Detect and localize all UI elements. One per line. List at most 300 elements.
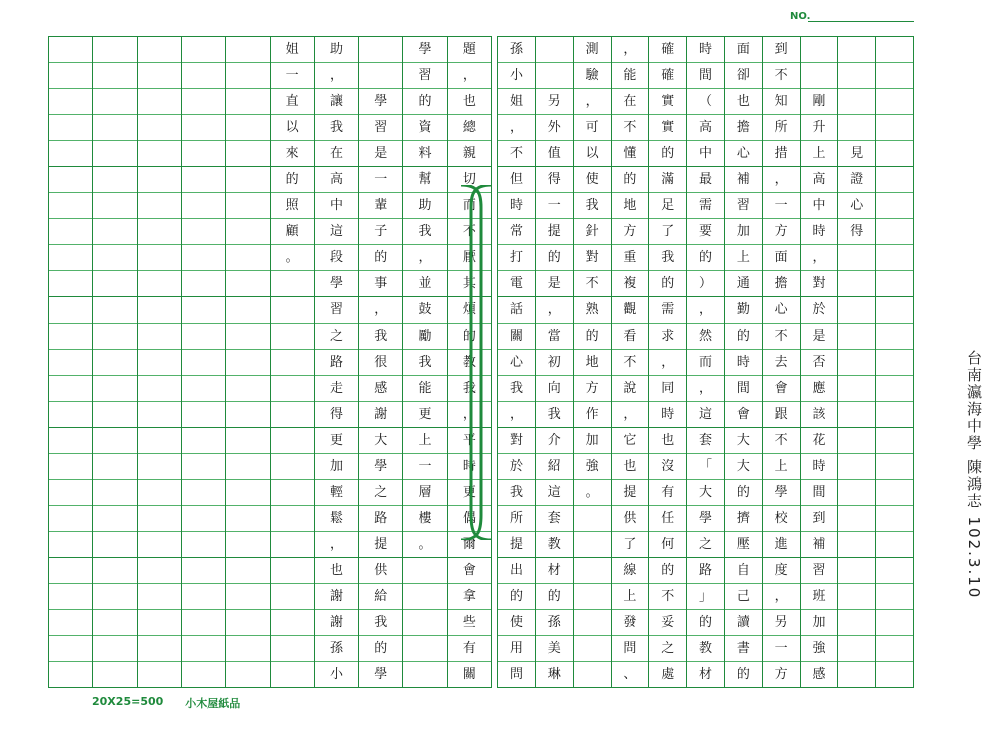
grid-cell: 上 bbox=[612, 584, 649, 610]
grid-cell: 高 bbox=[801, 167, 838, 193]
grid-cell: 不 bbox=[612, 350, 649, 376]
grid-cell: 有 bbox=[448, 636, 491, 662]
right-page-column-5 bbox=[724, 37, 762, 687]
grid-cell: 加 bbox=[725, 219, 762, 245]
grid-cell bbox=[49, 584, 92, 610]
grid-cell: 線 bbox=[612, 558, 649, 584]
grid-cell: 時 bbox=[801, 219, 838, 245]
left-page-column-5 bbox=[270, 37, 314, 687]
grid-cell: 沒 bbox=[649, 454, 686, 480]
grid-cell: ， bbox=[687, 297, 724, 323]
grid-cell bbox=[876, 37, 913, 63]
grid-cell: 要 bbox=[687, 219, 724, 245]
grid-cell bbox=[801, 63, 838, 89]
grid-cell bbox=[226, 376, 269, 402]
grid-cell: 不 bbox=[763, 63, 800, 89]
grid-cell: 重 bbox=[612, 245, 649, 271]
grid-cell: 感 bbox=[359, 376, 402, 402]
grid-cell: 打 bbox=[498, 245, 535, 271]
grid-cell bbox=[49, 219, 92, 245]
grid-cell bbox=[93, 636, 136, 662]
grid-cell: 不 bbox=[649, 584, 686, 610]
grid-cell: 去 bbox=[763, 350, 800, 376]
grid-cell bbox=[182, 636, 225, 662]
grid-cell: 間 bbox=[687, 63, 724, 89]
grid-cell: 厭 bbox=[448, 245, 491, 271]
grid-cell: 對 bbox=[801, 271, 838, 297]
grid-cell: 處 bbox=[661, 667, 675, 683]
grid-cell: 值 bbox=[536, 141, 573, 167]
left-page-column-2 bbox=[402, 37, 446, 687]
grid-cell: 會 bbox=[448, 558, 491, 584]
grid-cell: ， bbox=[536, 297, 573, 323]
grid-cell: 班 bbox=[801, 584, 838, 610]
grid-cell: 當 bbox=[536, 324, 573, 350]
grid-cell: 不 bbox=[612, 115, 649, 141]
grid-cell: 強 bbox=[574, 454, 611, 480]
grid-cell: 有 bbox=[649, 480, 686, 506]
grid-cell: 學 bbox=[687, 506, 724, 532]
grid-cell: 些 bbox=[448, 610, 491, 636]
grid-cell bbox=[876, 610, 913, 636]
grid-cell bbox=[403, 662, 446, 687]
grid-cell: 關 bbox=[498, 324, 535, 350]
grid-cell: 卻 bbox=[725, 63, 762, 89]
grid-cell bbox=[226, 37, 269, 63]
grid-cell bbox=[93, 193, 136, 219]
grid-cell: ， bbox=[687, 376, 724, 402]
grid-cell bbox=[93, 115, 136, 141]
grid-cell: 也 bbox=[315, 558, 358, 584]
grid-cell bbox=[182, 402, 225, 428]
grid-cell: 高 bbox=[687, 115, 724, 141]
page-number-label: NO. bbox=[790, 11, 811, 22]
grid-cell: 在 bbox=[612, 89, 649, 115]
grid-cell: 讓 bbox=[315, 89, 358, 115]
grid-cell bbox=[226, 480, 269, 506]
grid-cell: 紹 bbox=[536, 454, 573, 480]
grid-cell: 學 bbox=[763, 480, 800, 506]
right-page-column-8 bbox=[611, 37, 649, 687]
grid-cell bbox=[49, 454, 92, 480]
grid-cell: 另 bbox=[536, 89, 573, 115]
grid-cell: 熟 bbox=[574, 297, 611, 323]
grid-cell bbox=[93, 37, 136, 63]
grid-cell bbox=[271, 662, 314, 687]
grid-cell bbox=[876, 350, 913, 376]
grid-cell: 的 bbox=[536, 584, 573, 610]
grid-cell bbox=[876, 219, 913, 245]
grid-cell: 而 bbox=[448, 193, 491, 219]
grid-cell: 任 bbox=[649, 506, 686, 532]
grid-cell: 何 bbox=[649, 532, 686, 558]
grid-cell bbox=[876, 662, 913, 687]
grid-cell bbox=[49, 141, 92, 167]
grid-cell bbox=[271, 324, 314, 350]
grid-cell: 供 bbox=[612, 506, 649, 532]
grid-cell: 另 bbox=[763, 610, 800, 636]
grid-cell: ， bbox=[498, 402, 535, 428]
grid-cell: 擔 bbox=[725, 115, 762, 141]
grid-cell: 得 bbox=[315, 402, 358, 428]
grid-cell bbox=[271, 454, 314, 480]
right-page-column-9 bbox=[573, 37, 611, 687]
grid-cell: 向 bbox=[536, 376, 573, 402]
grid-cell bbox=[138, 115, 181, 141]
grid-cell: 懂 bbox=[612, 141, 649, 167]
right-page-column-10 bbox=[535, 37, 573, 687]
grid-cell bbox=[226, 584, 269, 610]
grid-cell: 升 bbox=[801, 115, 838, 141]
grid-cell bbox=[182, 89, 225, 115]
grid-cell bbox=[876, 297, 913, 323]
grid-cell bbox=[271, 350, 314, 376]
grid-cell: 使 bbox=[574, 167, 611, 193]
grid-cell bbox=[138, 376, 181, 402]
grid-cell: 一 bbox=[763, 193, 800, 219]
grid-cell: 心 bbox=[498, 350, 535, 376]
grid-cell bbox=[226, 271, 269, 297]
grid-cell: 鬆 bbox=[315, 506, 358, 532]
grid-cell bbox=[876, 271, 913, 297]
left-page-column-7 bbox=[181, 37, 225, 687]
grid-spec: 20X25=500 bbox=[92, 695, 164, 708]
grid-cell bbox=[138, 89, 181, 115]
grid-cell bbox=[138, 141, 181, 167]
grid-cell bbox=[138, 584, 181, 610]
grid-cell bbox=[93, 584, 136, 610]
grid-cell bbox=[93, 662, 136, 687]
grid-cell bbox=[271, 428, 314, 454]
grid-cell bbox=[49, 193, 92, 219]
grid-cell: 時 bbox=[498, 193, 535, 219]
grid-cell: 這 bbox=[687, 402, 724, 428]
grid-cell bbox=[876, 532, 913, 558]
grid-cell: 路 bbox=[359, 506, 402, 532]
grid-cell bbox=[403, 584, 446, 610]
grid-cell: 助 bbox=[403, 193, 446, 219]
grid-cell bbox=[138, 193, 181, 219]
grid-cell bbox=[838, 558, 875, 584]
grid-cell: 其 bbox=[448, 271, 491, 297]
grid-cell bbox=[138, 662, 181, 687]
grid-cell bbox=[838, 324, 875, 350]
grid-cell: ， bbox=[763, 584, 800, 610]
grid-cell: 說 bbox=[612, 376, 649, 402]
grid-cell: 對 bbox=[574, 245, 611, 271]
grid-cell: 也 bbox=[649, 428, 686, 454]
grid-cell: 習 bbox=[725, 193, 762, 219]
grid-cell: 上 bbox=[801, 141, 838, 167]
grid-cell bbox=[838, 245, 875, 271]
grid-cell bbox=[138, 402, 181, 428]
grid-cell bbox=[49, 324, 92, 350]
grid-cell: 樓 bbox=[403, 506, 446, 532]
grid-cell: 套 bbox=[687, 428, 724, 454]
grid-cell: 走 bbox=[315, 376, 358, 402]
grid-cell: 花 bbox=[801, 428, 838, 454]
grid-cell: 外 bbox=[536, 115, 573, 141]
grid-cell: 度 bbox=[763, 558, 800, 584]
author-signature: 台南瀛海中學 陳鴻志 102.3.10 bbox=[965, 350, 983, 600]
grid-cell: 初 bbox=[536, 350, 573, 376]
grid-cell: 助 bbox=[315, 37, 358, 63]
grid-cell: 能 bbox=[612, 63, 649, 89]
grid-cell bbox=[138, 532, 181, 558]
grid-cell: 學 bbox=[359, 89, 402, 115]
grid-cell: 之 bbox=[359, 480, 402, 506]
grid-cell: 更 bbox=[315, 428, 358, 454]
grid-cell bbox=[876, 63, 913, 89]
grid-cell: 介 bbox=[536, 428, 573, 454]
grid-cell: 的 bbox=[736, 667, 750, 683]
grid-cell: ， bbox=[574, 89, 611, 115]
grid-cell: 足 bbox=[649, 193, 686, 219]
grid-cell: 常 bbox=[498, 219, 535, 245]
fold-marker bbox=[459, 185, 493, 540]
grid-cell bbox=[182, 428, 225, 454]
grid-cell: 套 bbox=[536, 506, 573, 532]
grid-cell: 應 bbox=[801, 376, 838, 402]
grid-cell: 學 bbox=[403, 37, 446, 63]
grid-cell bbox=[182, 245, 225, 271]
grid-cell: 親 bbox=[448, 141, 491, 167]
grid-cell bbox=[182, 167, 225, 193]
grid-cell bbox=[574, 558, 611, 584]
grid-cell: 時 bbox=[448, 454, 491, 480]
grid-cell bbox=[226, 402, 269, 428]
grid-cell: 料 bbox=[403, 141, 446, 167]
left-page-column-8 bbox=[137, 37, 181, 687]
grid-cell bbox=[49, 506, 92, 532]
grid-cell: 我 bbox=[315, 115, 358, 141]
grid-cell bbox=[93, 428, 136, 454]
grid-cell: 題 bbox=[448, 37, 491, 63]
grid-cell bbox=[138, 167, 181, 193]
grid-cell: 謝 bbox=[315, 584, 358, 610]
grid-cell: 的 bbox=[687, 610, 724, 636]
grid-cell: 出 bbox=[498, 558, 535, 584]
grid-cell: 不 bbox=[574, 271, 611, 297]
grid-cell bbox=[93, 454, 136, 480]
grid-cell: 可 bbox=[574, 115, 611, 141]
grid-cell bbox=[49, 350, 92, 376]
left-page-column-6 bbox=[225, 37, 269, 687]
grid-cell: 上 bbox=[725, 245, 762, 271]
grid-cell bbox=[49, 89, 92, 115]
grid-cell: 使 bbox=[498, 610, 535, 636]
grid-cell bbox=[49, 245, 92, 271]
grid-cell bbox=[838, 89, 875, 115]
grid-cell bbox=[93, 219, 136, 245]
grid-cell: 到 bbox=[763, 37, 800, 63]
grid-cell: 我 bbox=[448, 376, 491, 402]
grid-cell bbox=[93, 350, 136, 376]
grid-cell: 觀 bbox=[612, 297, 649, 323]
grid-cell bbox=[876, 428, 913, 454]
grid-cell bbox=[838, 480, 875, 506]
grid-cell: 大 bbox=[725, 428, 762, 454]
grid-cell bbox=[271, 402, 314, 428]
grid-cell bbox=[226, 141, 269, 167]
grid-cell: 孫 bbox=[498, 37, 535, 63]
grid-cell bbox=[49, 115, 92, 141]
grid-cell: 關 bbox=[462, 667, 476, 683]
grid-cell bbox=[876, 454, 913, 480]
grid-cell bbox=[182, 324, 225, 350]
left-page-column-10 bbox=[49, 37, 92, 687]
grid-cell: 的 bbox=[271, 167, 314, 193]
grid-cell bbox=[838, 532, 875, 558]
grid-cell: 針 bbox=[574, 219, 611, 245]
grid-cell bbox=[359, 63, 402, 89]
grid-cell: 中 bbox=[687, 141, 724, 167]
grid-cell: ， bbox=[359, 297, 402, 323]
grid-cell: 進 bbox=[763, 532, 800, 558]
grid-cell: 資 bbox=[403, 115, 446, 141]
grid-cell: ， bbox=[448, 402, 491, 428]
grid-cell bbox=[536, 63, 573, 89]
grid-cell bbox=[271, 376, 314, 402]
grid-cell bbox=[182, 350, 225, 376]
grid-cell: 加 bbox=[801, 610, 838, 636]
grid-cell: 實 bbox=[649, 89, 686, 115]
grid-cell: 習 bbox=[801, 558, 838, 584]
grid-cell bbox=[536, 37, 573, 63]
grid-cell bbox=[49, 480, 92, 506]
grid-cell: 心 bbox=[725, 141, 762, 167]
grid-cell: 顧 bbox=[271, 219, 314, 245]
grid-cell: 滿 bbox=[649, 167, 686, 193]
grid-cell: 時 bbox=[725, 350, 762, 376]
grid-cell: 確 bbox=[649, 37, 686, 63]
grid-cell bbox=[138, 37, 181, 63]
grid-cell: 方 bbox=[763, 219, 800, 245]
grid-cell: 供 bbox=[359, 558, 402, 584]
grid-cell: 。 bbox=[403, 532, 446, 558]
page-number-line bbox=[808, 21, 914, 22]
grid-cell bbox=[876, 324, 913, 350]
grid-cell: 習 bbox=[403, 63, 446, 89]
grid-cell: 材 bbox=[536, 558, 573, 584]
grid-cell bbox=[182, 115, 225, 141]
grid-cell bbox=[226, 636, 269, 662]
grid-cell bbox=[182, 480, 225, 506]
grid-cell bbox=[49, 376, 92, 402]
grid-cell: 一 bbox=[536, 193, 573, 219]
grid-cell: 一 bbox=[271, 63, 314, 89]
grid-cell: ， bbox=[403, 245, 446, 271]
grid-cell: 到 bbox=[801, 506, 838, 532]
left-page-column-9 bbox=[92, 37, 136, 687]
grid-cell bbox=[93, 324, 136, 350]
grid-cell: 妥 bbox=[649, 610, 686, 636]
grid-cell: 直 bbox=[271, 89, 314, 115]
grid-cell: 看 bbox=[612, 324, 649, 350]
grid-cell: 話 bbox=[498, 297, 535, 323]
grid-cell bbox=[838, 636, 875, 662]
grid-cell bbox=[838, 428, 875, 454]
grid-cell: 知 bbox=[763, 89, 800, 115]
grid-cell: 中 bbox=[315, 193, 358, 219]
grid-cell: 強 bbox=[801, 636, 838, 662]
grid-cell: 提 bbox=[498, 532, 535, 558]
grid-cell: 輩 bbox=[359, 193, 402, 219]
grid-cell: 孫 bbox=[315, 636, 358, 662]
grid-cell: 路 bbox=[315, 350, 358, 376]
grid-cell bbox=[182, 271, 225, 297]
grid-cell bbox=[838, 115, 875, 141]
grid-cell bbox=[876, 167, 913, 193]
grid-cell: 提 bbox=[359, 532, 402, 558]
grid-cell bbox=[876, 89, 913, 115]
grid-cell: 的 bbox=[403, 89, 446, 115]
grid-cell: 小 bbox=[498, 63, 535, 89]
grid-cell: 見 bbox=[838, 141, 875, 167]
grid-cell bbox=[226, 219, 269, 245]
grid-cell: 我 bbox=[574, 193, 611, 219]
grid-cell bbox=[876, 480, 913, 506]
grid-cell bbox=[876, 506, 913, 532]
grid-cell: 之 bbox=[687, 532, 724, 558]
grid-cell: 習 bbox=[359, 115, 402, 141]
grid-cell bbox=[574, 506, 611, 532]
grid-cell: 是 bbox=[359, 141, 402, 167]
grid-cell bbox=[876, 636, 913, 662]
grid-cell: 子 bbox=[359, 219, 402, 245]
left-page-column-4 bbox=[314, 37, 358, 687]
grid-cell: 對 bbox=[498, 428, 535, 454]
grid-cell: 同 bbox=[649, 376, 686, 402]
grid-cell: 方 bbox=[574, 376, 611, 402]
grid-cell bbox=[838, 271, 875, 297]
grid-cell: 一 bbox=[763, 636, 800, 662]
grid-cell bbox=[93, 532, 136, 558]
grid-cell: 大 bbox=[359, 428, 402, 454]
grid-cell bbox=[182, 532, 225, 558]
grid-cell: 補 bbox=[725, 167, 762, 193]
grid-cell bbox=[138, 219, 181, 245]
grid-cell: 書 bbox=[725, 636, 762, 662]
grid-cell bbox=[182, 584, 225, 610]
grid-cell: 最 bbox=[687, 167, 724, 193]
grid-cell: 該 bbox=[801, 402, 838, 428]
grid-cell: 我 bbox=[403, 219, 446, 245]
grid-cell bbox=[182, 558, 225, 584]
grid-cell: 證 bbox=[838, 167, 875, 193]
grid-cell: 不 bbox=[498, 141, 535, 167]
grid-cell: 更 bbox=[403, 402, 446, 428]
grid-cell bbox=[93, 89, 136, 115]
grid-cell: 勵 bbox=[403, 324, 446, 350]
grid-cell: 路 bbox=[687, 558, 724, 584]
grid-cell: 這 bbox=[536, 480, 573, 506]
grid-cell: 教 bbox=[448, 350, 491, 376]
grid-cell bbox=[574, 584, 611, 610]
right-page-column-6 bbox=[686, 37, 724, 687]
grid-cell: 的 bbox=[536, 245, 573, 271]
grid-cell: 加 bbox=[315, 454, 358, 480]
grid-cell: 不 bbox=[763, 324, 800, 350]
grid-cell bbox=[138, 610, 181, 636]
grid-cell: 上 bbox=[403, 428, 446, 454]
grid-cell: 謝 bbox=[359, 402, 402, 428]
grid-cell: 提 bbox=[612, 480, 649, 506]
grid-cell: 教 bbox=[687, 636, 724, 662]
grid-cell bbox=[226, 558, 269, 584]
grid-cell bbox=[182, 662, 225, 687]
grid-cell: 然 bbox=[687, 324, 724, 350]
